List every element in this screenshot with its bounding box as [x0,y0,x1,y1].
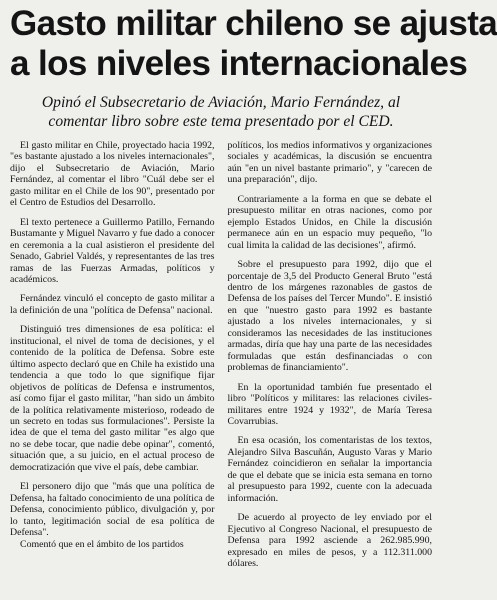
headline [10,0,497,84]
paragraph: Fernández vinculó el concepto de gasto militar a la definición de una "política de Defensa" nacional. [10,293,215,316]
paragraph: Comentó que en el ámbito de los partidos [20,538,184,550]
paragraph: El texto pertenece a Guillermo Patillo, Fernando Bustamante y Miguel Navarro y fue dado a conocer en ceremonia a la cual asistieron el presidente del Senado, Gabriel Valdés, y representantes de las tres ramas de las Fuerzas Armadas, políticos y académicos. [10,216,215,285]
paragraph: Distinguió tres dimensiones de esa política: el institucional, el nivel de toma de decisiones, y el contenido de la política de Defensa. Sobre este último aspecto declaró que en Chile ha existido una tendencia a que todo lo que signifique fijar objetivos de políticas de Defensa e instrumentos, así como fijar el gasto militar, "han sido un ámbito de la política relativamente misterioso, rodeado de un secreto en todas sus formulaciones". Persiste la idea de que el tema del gasto militar "es algo que no se debe tocar, que nadie debe opinar", comentó, situación que, a su juicio, en el actual proceso de democratización que vive el país, debe cambiar. [10,324,215,473]
paragraph: políticos, los medios informativos y organizaciones sociales y académicas, la discusión se encuentra aún "en un nivel bastante primario", y "carecen de una preparación", dijo. [227,140,432,186]
paragraph: Sobre el presupuesto para 1992, dijo que el porcentaje de 3,5 del Producto General Bruto "está dentro de los márgenes razonables de gastos de Defensa de los países del Tercer Mundo". E insistió en que "nuestro gasto para 1992 es bastante ajustado a los niveles internacionales, y si consideramos las necesidades de las instituciones armadas, diría que hay una parte de las necesidades formuladas que están desfinanciadas o con problemas de financiamiento". [227,259,432,374]
paragraph: El gasto militar en Chile, proyectado hacia 1992, "es bastante ajustado a los niveles internacionales", dijo el Subsecretario de Aviación, Mario Fernández, al comentar el libro "Cuál debe ser el gasto militar en el Chile de los 90", presentado por el Centro de Estudios del Desarrollo. [10,140,215,209]
headline-line-2: a los niveles internacionales [10,44,468,83]
paragraph: De acuerdo al proyecto de ley enviado por el Ejecutivo al Congreso Nacional, el presupuesto de Defensa para 1992 asciende a 262.985.990, expresado en miles de pesos, y a 112.311.000 dólares. [227,512,432,569]
paragraph: En la oportunidad también fue presentado el libro "Políticos y militares: las relaciones civiles-militares entre 1924 y 1932", de María Teresa Covarrubias. [227,381,432,427]
deck-subheading: Opinó el Subsecretario de Aviación, Mario Fernández, al comentar libro sobre este tema presentado por el CED. [41,94,401,130]
headline-line-1: Gasto militar chileno se ajusta [10,4,497,43]
column-left [10,140,215,577]
paragraph: Contrariamente a la forma en que se debate el presupuesto militar en otras naciones, como por ejemplo Estados Unidos, en Chile la discusión permanece aún en un espacio muy pequeño, "lo cual limita la calidad de las decisiones", afirmó. [227,193,432,251]
paragraph: En esa ocasión, los comentaristas de los textos, Alejandro Silva Bascuñán, Augusto Varas y Mario Fernández coincidieron en señalar la importancia de que el debate que se inicia esta semana en torno al presupuesto para 1992, cuente con la adecuada información. [227,435,432,504]
paragraph: El personero dijo que "más que una política de Defensa, ha faltado conocimiento de una política de Defensa, conocimiento público, divulgación y, por lo tanto, legitimación social de esa política de Defensa". [10,481,215,539]
article-body [10,140,432,577]
column-right [228,140,433,577]
